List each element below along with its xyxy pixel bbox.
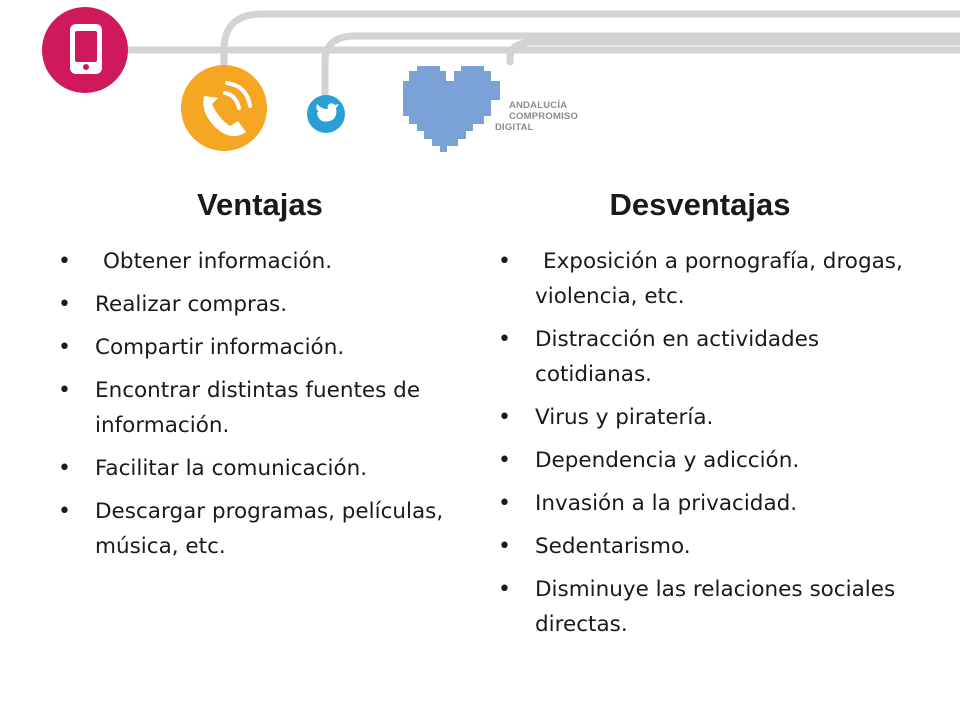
bullet-icon: • — [58, 335, 71, 360]
bullet-icon: • — [498, 405, 511, 430]
bullet-icon: • — [498, 577, 511, 602]
disadvantages-list — [495, 244, 915, 642]
advantages-heading: Ventajas — [197, 187, 323, 222]
bullet-icon: • — [498, 327, 511, 352]
list-item-text: Exposición a pornografía, drogas, violencia, etc. — [535, 249, 903, 309]
bullet-icon: • — [498, 491, 511, 516]
logo-line: COMPROMISO — [509, 111, 579, 122]
bullet-icon: • — [58, 378, 71, 403]
list-item-text: Realizar compras. — [95, 292, 288, 317]
list-item — [55, 373, 455, 443]
list-item — [495, 572, 915, 642]
list-item-text: Invasión a la privacidad. — [535, 491, 798, 516]
list-item-text: Sedentarismo. — [535, 534, 691, 559]
list-item — [495, 486, 915, 521]
list-item — [55, 451, 455, 486]
logo-line: DIGITAL — [495, 122, 534, 133]
list-item — [55, 494, 455, 564]
advantages-column — [55, 180, 455, 572]
bullet-icon: • — [58, 292, 71, 317]
list-item — [55, 330, 455, 365]
list-item-text: Descargar programas, películas, música, etc. — [95, 499, 444, 559]
andalucia-compromiso-digital-logo — [495, 100, 579, 133]
pixel-heart-icon — [403, 66, 500, 152]
bullet-icon: • — [58, 249, 71, 274]
bullet-icon: • — [498, 448, 511, 473]
header-decoration — [0, 0, 960, 170]
list-item — [55, 287, 455, 322]
list-item-text: Encontrar distintas fuentes de información. — [95, 378, 421, 438]
list-item-text: Compartir información. — [95, 335, 345, 360]
disadvantages-heading: Desventajas — [609, 187, 791, 222]
twitter-icon — [307, 95, 345, 133]
advantages-list — [55, 244, 455, 564]
list-item — [55, 244, 455, 279]
disadvantages-column — [495, 180, 915, 650]
phone-call-icon — [181, 65, 267, 151]
bullet-icon: • — [58, 456, 71, 481]
list-item — [495, 244, 915, 314]
list-item-text: Dependencia y adicción. — [535, 448, 800, 473]
list-item-text: Facilitar la comunicación. — [95, 456, 368, 481]
list-item — [495, 322, 915, 392]
list-item-text: Distracción en actividades cotidianas. — [535, 327, 820, 387]
list-item-text: Disminuye las relaciones sociales directas. — [535, 577, 896, 637]
bullet-icon: • — [498, 249, 511, 274]
list-item — [495, 529, 915, 564]
bullet-icon: • — [498, 534, 511, 559]
list-item — [495, 443, 915, 478]
mobile-phone-icon — [42, 7, 128, 93]
list-item-text: Virus y piratería. — [535, 405, 714, 430]
bullet-icon: • — [58, 499, 71, 524]
list-item-text: Obtener información. — [103, 249, 333, 274]
logo-line: ANDALUCÍA — [509, 100, 568, 111]
list-item — [495, 400, 915, 435]
